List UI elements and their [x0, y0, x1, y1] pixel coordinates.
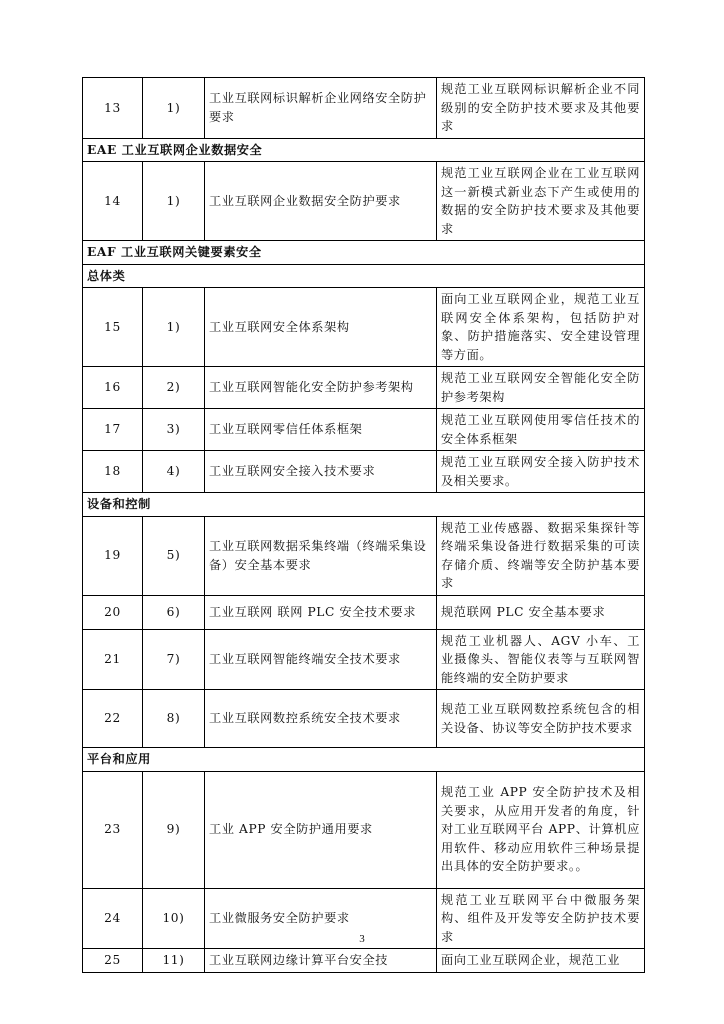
section-title: 设备和控制	[83, 493, 645, 517]
sub-number: 7)	[143, 629, 205, 690]
standard-name: 工业互联网标识解析企业网络安全防护要求	[205, 78, 437, 139]
section-heading-row	[83, 264, 645, 288]
sub-number: 11)	[143, 949, 205, 973]
standard-description: 规范工业机器人、AGV 小车、工业摄像头、智能仪表等与互联网智能终端的安全防护要求	[437, 629, 645, 690]
standard-name: 工业互联网零信任体系框架	[205, 409, 437, 451]
standard-name: 工业互联网边缘计算平台安全技	[205, 949, 437, 973]
standard-description: 规范工业互联网企业在工业互联网这一新模式新业态下产生或使用的数据的安全防护技术要求及其他要求	[437, 162, 645, 241]
standard-name: 工业互联网安全接入技术要求	[205, 451, 437, 493]
standard-name: 工业互联网数据采集终端（终端采集设备）安全基本要求	[205, 516, 437, 595]
table-row	[83, 451, 645, 493]
standards-table-body	[83, 78, 645, 973]
standard-name: 工业互联网企业数据安全防护要求	[205, 162, 437, 241]
row-number: 21	[83, 629, 143, 690]
standard-description: 规范工业互联网安全智能化安全防护参考架构	[437, 367, 645, 409]
standards-table	[82, 77, 645, 973]
standard-name: 工业互联网安全体系架构	[205, 288, 437, 367]
table-row	[83, 516, 645, 595]
section-title: 平台和应用	[83, 748, 645, 772]
standard-name: 工业 APP 安全防护通用要求	[205, 771, 437, 888]
standard-name: 工业互联网智能终端安全技术要求	[205, 629, 437, 690]
section-title: EAE 工业互联网企业数据安全	[83, 138, 645, 162]
page-number: 3	[359, 933, 365, 945]
section-heading-row	[83, 138, 645, 162]
sub-number: 6)	[143, 595, 205, 629]
table-row	[83, 629, 645, 690]
sub-number: 10)	[143, 888, 205, 949]
row-number: 24	[83, 888, 143, 949]
section-heading-row	[83, 748, 645, 772]
sub-number: 9)	[143, 771, 205, 888]
row-number: 22	[83, 690, 143, 748]
standard-description: 规范工业 APP 安全防护技术及相关要求，从应用开发者的角度，针对工业互联网平台 APP、计算机应用软件、移动应用软件三种场景提出具体的安全防护要求。。	[437, 771, 645, 888]
row-number: 14	[83, 162, 143, 241]
row-number: 23	[83, 771, 143, 888]
row-number: 19	[83, 516, 143, 595]
table-row	[83, 367, 645, 409]
row-number: 15	[83, 288, 143, 367]
table-row	[83, 949, 645, 973]
sub-number: 4)	[143, 451, 205, 493]
standard-description: 规范工业互联网安全接入防护技术及相关要求。	[437, 451, 645, 493]
standard-name: 工业微服务安全防护要求	[205, 888, 437, 949]
standard-name: 工业互联网智能化安全防护参考架构	[205, 367, 437, 409]
sub-number: 2)	[143, 367, 205, 409]
row-number: 25	[83, 949, 143, 973]
standard-name: 工业互联网数控系统安全技术要求	[205, 690, 437, 748]
sub-number: 1)	[143, 162, 205, 241]
standard-description: 规范工业互联网平台中微服务架构、组件及开发等安全防护技术要求	[437, 888, 645, 949]
sub-number: 3)	[143, 409, 205, 451]
table-row	[83, 162, 645, 241]
standard-description: 规范工业传感器、数据采集探针等终端采集设备进行数据采集的可读存储介质、终端等安全防护基本要求	[437, 516, 645, 595]
table-row	[83, 409, 645, 451]
row-number: 20	[83, 595, 143, 629]
standard-name: 工业互联网 联网 PLC 安全技术要求	[205, 595, 437, 629]
row-number: 16	[83, 367, 143, 409]
section-title: EAF 工业互联网关键要素安全	[83, 241, 645, 265]
sub-number: 5)	[143, 516, 205, 595]
standard-description: 面向工业互联网企业，规范工业	[437, 949, 645, 973]
table-row	[83, 78, 645, 139]
sub-number: 8)	[143, 690, 205, 748]
section-heading-row	[83, 493, 645, 517]
standard-description: 规范工业互联网数控系统包含的相关设备、协议等安全防护技术要求	[437, 690, 645, 748]
standard-description: 面向工业互联网企业，规范工业互联网安全体系架构，包括防护对象、防护措施落实、安全建设管理等方面。	[437, 288, 645, 367]
row-number: 17	[83, 409, 143, 451]
table-row	[83, 288, 645, 367]
standard-description: 规范联网 PLC 安全基本要求	[437, 595, 645, 629]
sub-number: 1)	[143, 288, 205, 367]
table-row	[83, 771, 645, 888]
section-title: 总体类	[83, 264, 645, 288]
table-row	[83, 690, 645, 748]
standard-description: 规范工业互联网使用零信任技术的安全体系框架	[437, 409, 645, 451]
standard-description: 规范工业互联网标识解析企业不同级别的安全防护技术要求及其他要求	[437, 78, 645, 139]
section-heading-row	[83, 241, 645, 265]
row-number: 18	[83, 451, 143, 493]
table-row	[83, 595, 645, 629]
sub-number: 1)	[143, 78, 205, 139]
row-number: 13	[83, 78, 143, 139]
